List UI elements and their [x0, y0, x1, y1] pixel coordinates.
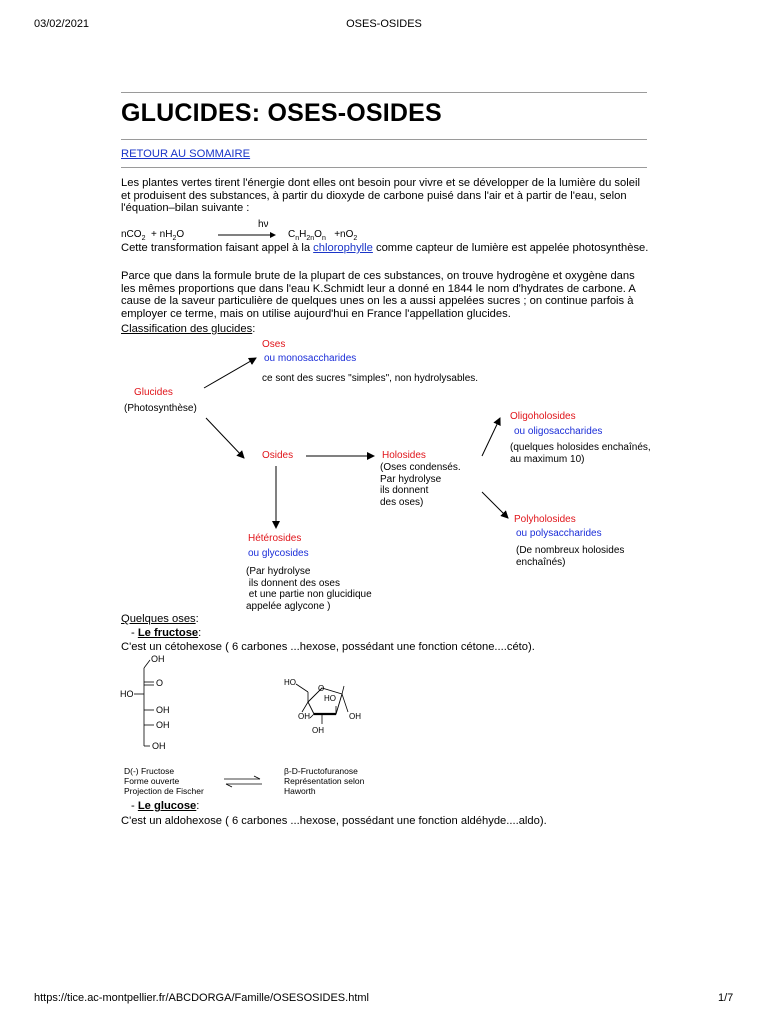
arrow-glucides-to-oses [204, 358, 256, 388]
fructose-description: C'est un cétohexose ( 6 carbones ...hexose, possédant une fonction cétone....céto). [121, 641, 535, 653]
haworth-ho-2: HO [324, 694, 336, 703]
diagram-poly-desc: (De nombreux holosides enchaînés) [516, 545, 625, 568]
arrow-glucides-to-osides [206, 418, 244, 458]
equation-hv: hν [258, 219, 269, 230]
fischer-ho: HO [120, 689, 134, 699]
back-to-summary-link[interactable]: RETOUR AU SOMMAIRE [121, 148, 251, 160]
fructose-heading: - Le fructose: [131, 627, 202, 639]
arrow-holosides-to-poly [482, 492, 508, 518]
print-date: 03/02/2021 [34, 18, 90, 30]
diagram-polysaccharides: ou polysaccharides [516, 528, 602, 539]
fischer-oh-bottom: OH [152, 741, 166, 751]
diagram-polyholosides: Polyholosides [514, 514, 576, 525]
print-url: https://tice.ac-montpellier.fr/ABCDORGA/Famille/OSESOSIDES.html [34, 992, 369, 1004]
diagram-osides: Osides [262, 450, 294, 461]
fischer-oh-4: OH [156, 720, 170, 730]
diagram-oligosaccharides: ou oligosaccharides [514, 426, 603, 437]
quelques-oses-heading: Quelques oses: [121, 613, 199, 625]
classification-heading: Classification des glucides: [121, 323, 256, 335]
print-title: OSES-OSIDES [346, 18, 422, 30]
diagram-oligo-desc: (quelques holosides enchaînés, au maximum 10) [510, 442, 651, 465]
diagram-monosaccharides: ou monosaccharides [264, 353, 357, 364]
fischer-oh-top: OH [151, 654, 165, 664]
page-title: GLUCIDES: OSES-OSIDES [121, 99, 442, 127]
diagram-glycosides: ou glycosides [248, 548, 309, 559]
diagram-glucides: Glucides [134, 387, 173, 398]
equation-right: $C_nH_{2n}O_n$ $+nO_2$ [288, 229, 358, 242]
diagram-photosynthese: (Photosynthèse) [124, 403, 197, 414]
haworth-ho: HO [284, 678, 296, 687]
chlorophylle-link[interactable]: chlorophylle [313, 242, 373, 254]
fructose-caption-left: D(-) Fructose Forme ouverte Projection de Fischer [124, 766, 204, 796]
diagram-heterosides-desc: (Par hydrolyse ils donnent des oses et une partie non glucidique appelée aglycone ) [246, 566, 372, 612]
diagram-oses-desc: ce sont des sucres "simples", non hydrolysables. [262, 373, 479, 384]
fructose-caption-right: β-D-Fructofuranose Représentation selon Haworth [284, 766, 365, 796]
equation-left: $nCO_2 + nH_2O$ [121, 229, 185, 242]
haworth-oh-left: OH [298, 712, 310, 721]
diagram-oses: Oses [262, 339, 286, 350]
haworth-o: O [318, 684, 325, 693]
fischer-oh-3: OH [156, 705, 170, 715]
glucose-heading: - Le glucose: [131, 800, 200, 812]
diagram-holosides: Holosides [382, 450, 426, 461]
haworth-oh-right: OH [349, 712, 361, 721]
equilibrium-arrows [222, 775, 264, 789]
hydrates-paragraph: Parce que dans la formule brute de la plupart de ces substances, on trouve hydrogène et oxygène dans les mêmes proportions que dans l'eau K.Schmidt leur a donné en 1844 le nom d'hydrates de carbone. A cause de la saveur particulière de quelques unes on les a aussi appelées sucres ; on continue parfois à employer ce terme, mais on utilise aujourd'hui en France l'appellation glucides. [121, 270, 636, 320]
page-number: 1/7 [718, 992, 734, 1004]
fischer-o: O [156, 678, 164, 688]
intro-paragraph: Les plantes vertes tirent l'énergie dont elles ont besoin pour vivre et se développer de la lumière du soleil et produisent des substances, à partir du dioxyde de carbone puisé dans l'air et à partir de l'eau, selon l'équation–bilan suivante : [121, 177, 640, 215]
diagram-holosides-desc: (Oses condensés. Par hydrolyse ils donnent des oses) [380, 462, 461, 508]
photosynthesis-paragraph: Cette transformation faisant appel à la chlorophylle comme capteur de lumière est appelée photosynthèse. [121, 242, 649, 254]
glucose-description: C'est un aldohexose ( 6 carbones ...hexose, possédant une fonction aldéhyde....aldo). [121, 815, 547, 827]
arrow-holosides-to-oligo [482, 418, 500, 456]
diagram-heterosides: Hétérosides [248, 533, 302, 544]
diagram-oligoholosides: Oligoholosides [510, 411, 576, 422]
haworth-oh-bottom: OH [312, 726, 324, 735]
